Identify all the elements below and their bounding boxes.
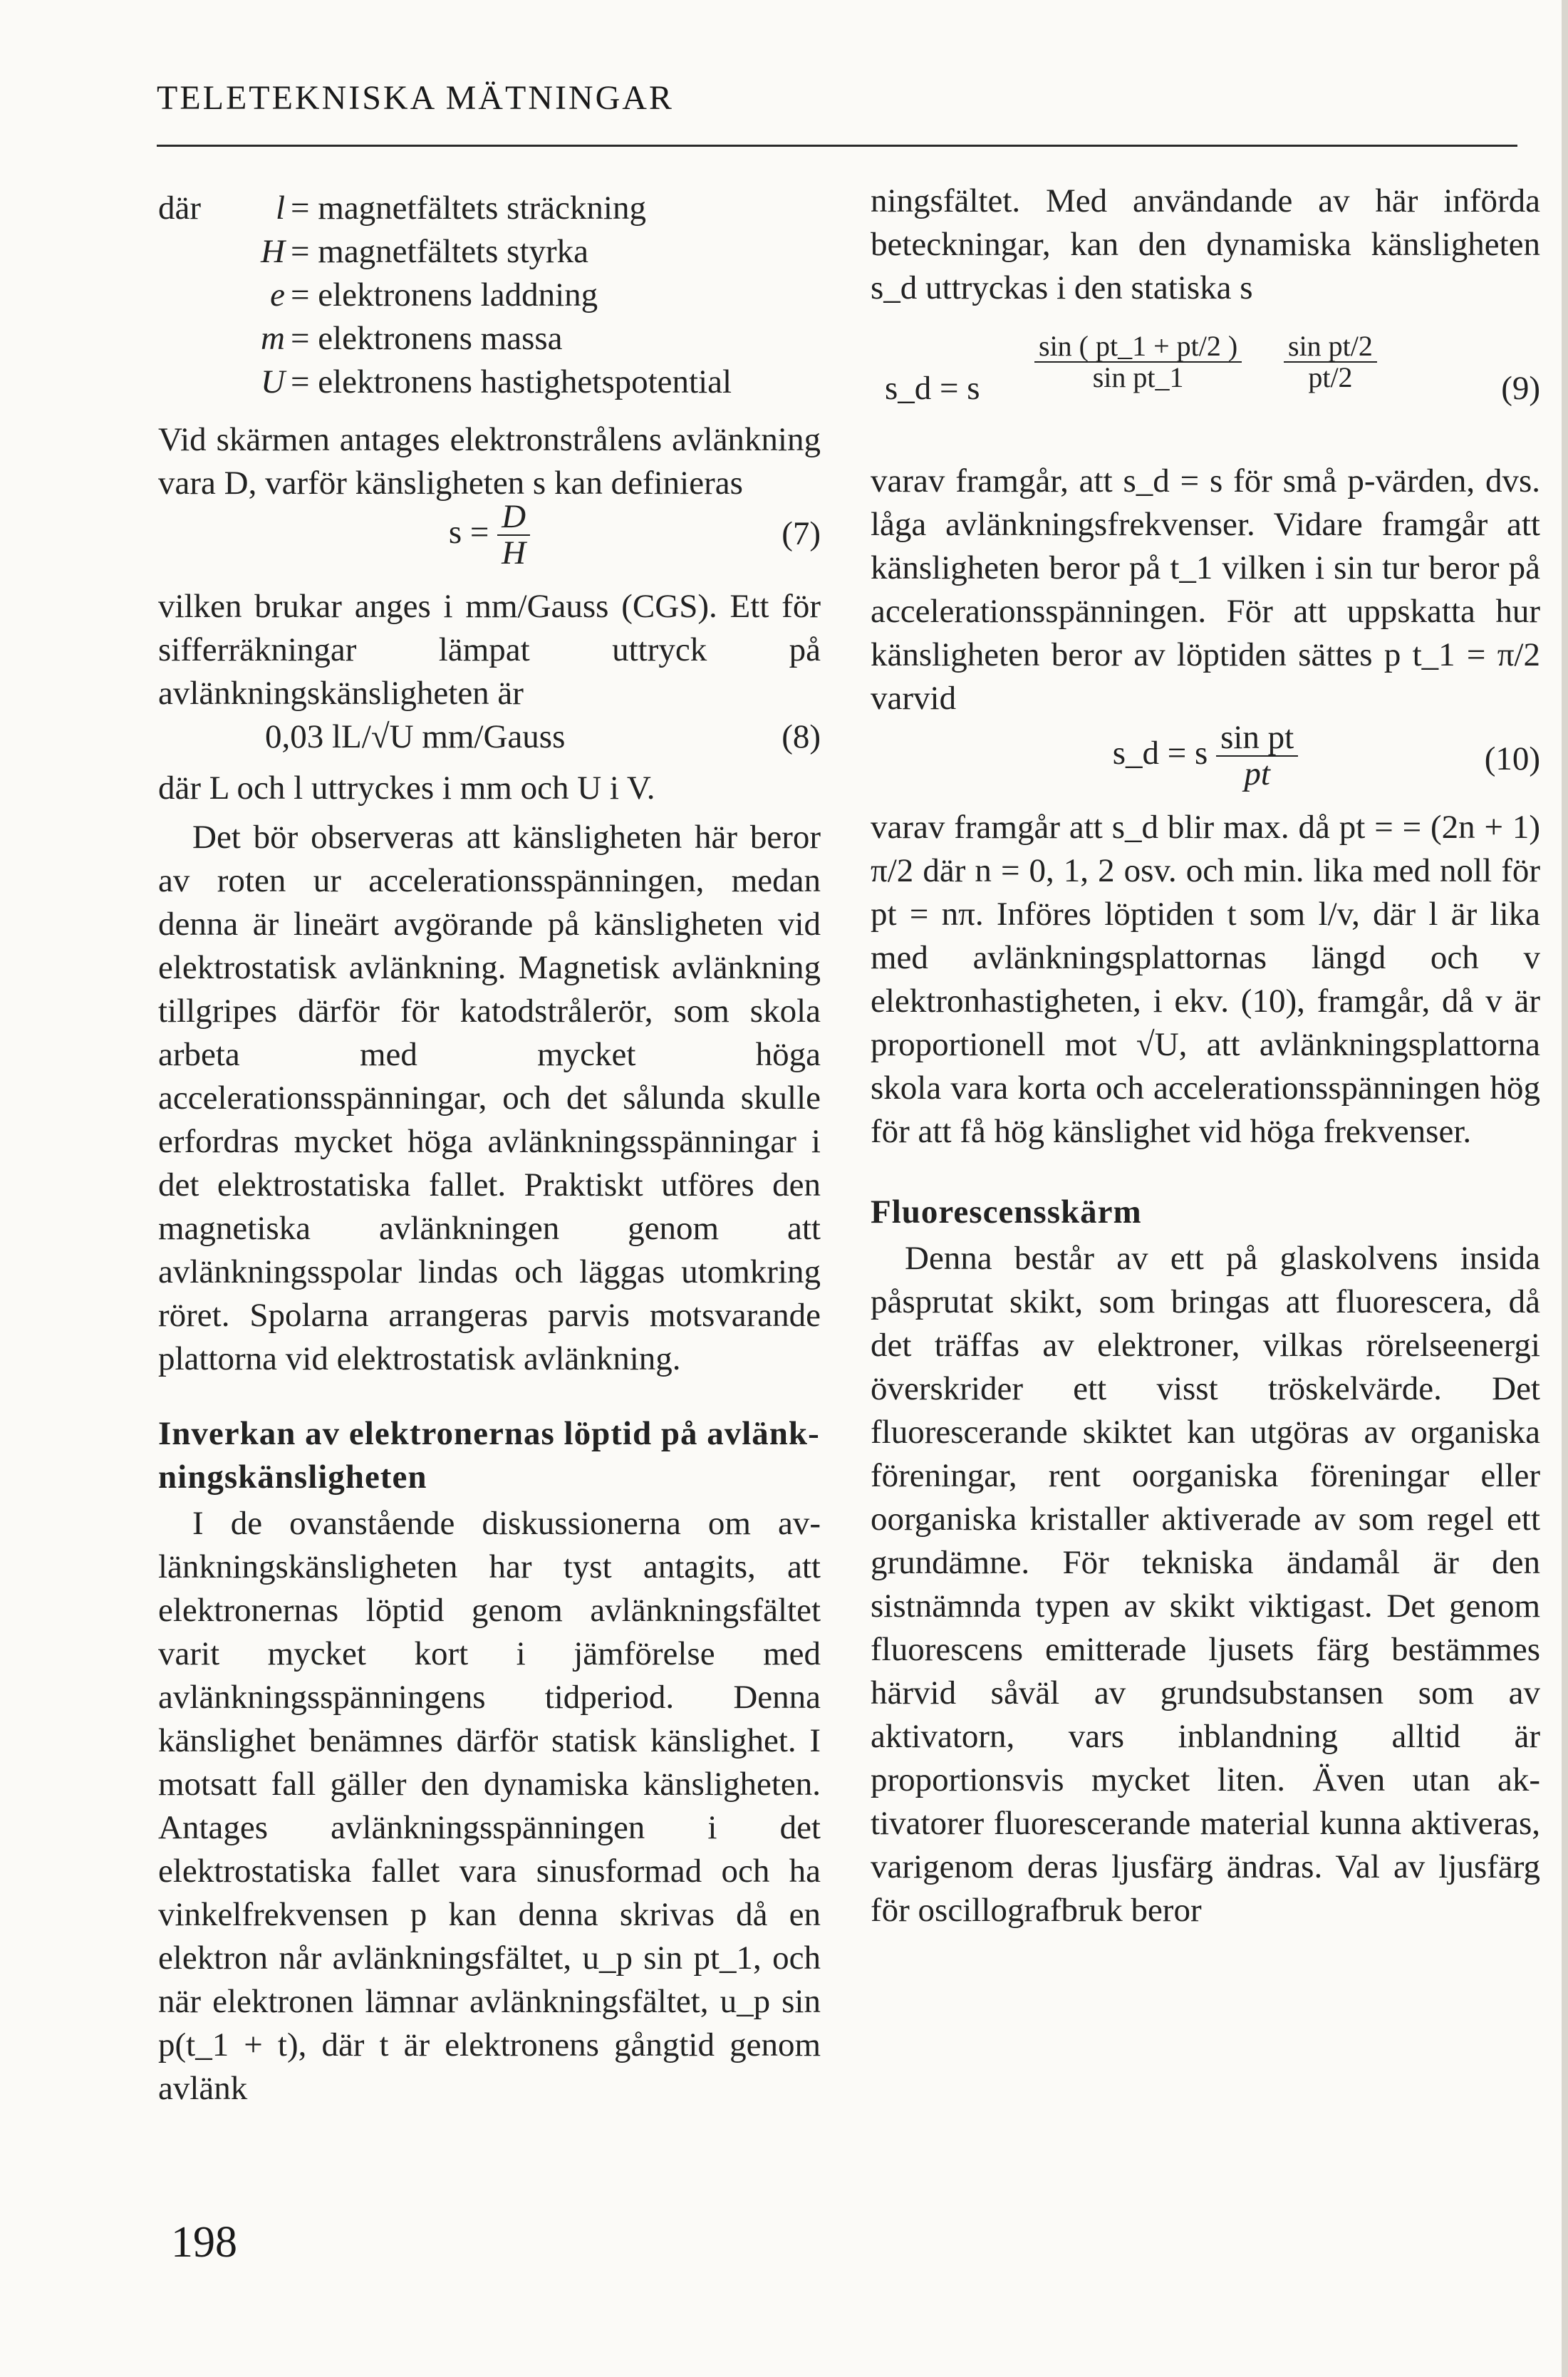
paragraph: vilken brukar anges i mm/Gauss (CGS). Ett för sifferräkningar lämpat uttryck på avlänkningskänsligheten är [158,588,821,712]
paragraph: Denna består av ett på glaskolvens insida påsprutat skikt, som bringas att fluorescera, då det träffas av elektroner, vilkas rörelseenergi överskrider ett visst tröskelvärde. Det fluorescerande skiktet kan utgöras av organiska föreningar, rent oorganiska föreningar eller oorganiska kristaller aktiverade av som regel ett grundämne. För tekniska ändamål är den sistnämnda typen av skikt viktigast. Det genom fluorescens emitterade ljusets färg bestämmes härvid såväl av grundsubstansen som av aktivatorn, vars inblandning alltid är proportionsvis mycket liten. Även utan aktivatorer fluorescerande material kunna aktiveras, varigenom deras ljusfärg ändras. Val av ljusfärg för oscillografbruk beror [871,1240,1540,1929]
equation-fraction [1284,331,1377,393]
paragraph: Det bör observeras att känsligheten här beror av roten ur accelerationsspänningen, medan denna är lineärt avgörande på känsligheten vid elektrostatisk avlänkning. Magnetisk avlänkning tillgripes därför för katodstrålerör, som skola arbeta med mycket höga accelerationsspänningar, och det sålunda skulle erfordras mycket höga avlänkningsspänningar i det elektrostatiska fallet. Praktiskt utföres den magnetiska avlänkningen genom att avlänkningsspolar lindas och läggas utomkring röret. Spolarna arrangeras parvis motsvarande plattorna vid elektrostatisk avlänkning. [158,819,821,1377]
equation-number: (7) [782,515,821,552]
definition-symbol: l [275,190,285,227]
equation-9 [871,317,1540,460]
fraction-denominator: sin pt_1 [1092,361,1184,393]
paragraph: där L och l uttryckes i mm och U i V. [158,770,655,807]
definition-text: = magnetfältets sträckning [291,190,646,227]
left-column [158,187,821,2111]
equation-8 [158,715,821,767]
definition-symbol: m [261,320,285,357]
definition-text: = elektronens laddning [291,276,598,314]
definition-list [158,187,821,404]
equation-number: (8) [782,718,821,755]
paragraph: varav framgår att s_d blir max. då pt = = (2n + 1) π/2 där n = 0, 1, 2 osv. och min. lika med noll för pt = nπ. Införes löptiden t som l/v, där l är lika med avlänkningsplattornas längd och v elektronhastigheten, i ekv. (10), framgår, då v är proportionell mot √U, att avlänkningsplattorna skola vara korta och accelerationsspänningen hög för att få hög känslighet vid höga frekvenser. [871,809,1540,1150]
fraction-denominator: pt/2 [1308,361,1353,393]
fraction-numerator: D [497,499,530,536]
definition-symbol: e [270,276,285,314]
fraction-numerator: sin ( pt_1 + pt/2 ) [1034,331,1242,363]
paragraph: varav framgår, att s_d = s för små p-värden, dvs. låga avlänkningsfrekvenser. Vidare framgår att känsligheten beror på t_1 vilken i sin tur beror på accelerationsspänningen. För att uppskatta hur känsligheten beror av löptiden sättes p t_1 = π/2 varvid [871,462,1540,717]
paragraph: Vid skärmen antages elektronstrålens avlänkning vara D, varför känsligheten s kan definieras [158,421,821,502]
definition-text: = magnetfältets styrka [291,233,589,270]
definition-text: = elektronens hastighetspotential [291,363,732,400]
section-heading: Inverkan av elektronernas löptid på avlänkningskänsligheten [158,1415,819,1496]
definition-lead: där [158,190,202,227]
equation-7 [158,499,821,571]
definition-symbol: H [261,233,285,270]
section-heading: Fluorescensskärm [871,1193,1142,1231]
right-column [871,180,1540,1932]
paragraph: I de ovanstående diskussionerna om avlänkningskänsligheten har tyst antagits, att elektronernas löptid genom avlänkningsfältet varit mycket kort i jämförelse med avlänkningsspänningens tidperiod. Denna känslighet benämnes därför statisk känslighet. I motsatt fall gäller den dynamiska känsligheten. Antages avlänkningsspänningen i det elektrostatiska fallet vara sinusformad och ha vinkelfrekvensen p kan denna skrivas då en elektron når avlänkningsfältet, u_p sin pt_1, och när elektronen lämnar avlänkningsfältet, u_p sin p(t_1 + t), där t är elektronens gångtid genom avlänk [158,1505,821,2107]
paragraph: ningsfältet. Med användande av här införda beteckningar, kan den dynamiska känsligheten s_d uttryckas i den statiska s [871,182,1540,306]
equation-number: (9) [1501,370,1540,407]
equation-lhs: s = [448,514,489,551]
equation-fraction [1034,331,1242,393]
page-number: 198 [171,2218,237,2267]
fraction-denominator: H [502,534,526,572]
definition-lead [158,361,228,404]
fraction-denominator: pt [1244,755,1270,793]
equation-10 [871,720,1540,806]
fraction-numerator: sin pt/2 [1284,331,1377,363]
equation-lhs: s_d = s [885,370,980,407]
equation-fraction [497,499,530,571]
definition-symbol: U [261,363,285,400]
equation-fraction [1216,720,1298,792]
definition-text: = elektronens massa [291,320,563,357]
running-header: TELETEKNISKA MÄTNINGAR [157,79,674,117]
header-rule [157,145,1517,147]
equation-lhs: s_d = s [1112,735,1208,772]
page-edge [1562,0,1568,2377]
equation-expression: 0,03 lL/√U mm/Gauss [265,718,566,755]
definition-lead [158,317,228,361]
equation-number: (10) [1484,740,1540,777]
definition-lead [158,230,228,274]
fraction-numerator: sin pt [1216,720,1298,757]
definition-lead [158,274,228,317]
